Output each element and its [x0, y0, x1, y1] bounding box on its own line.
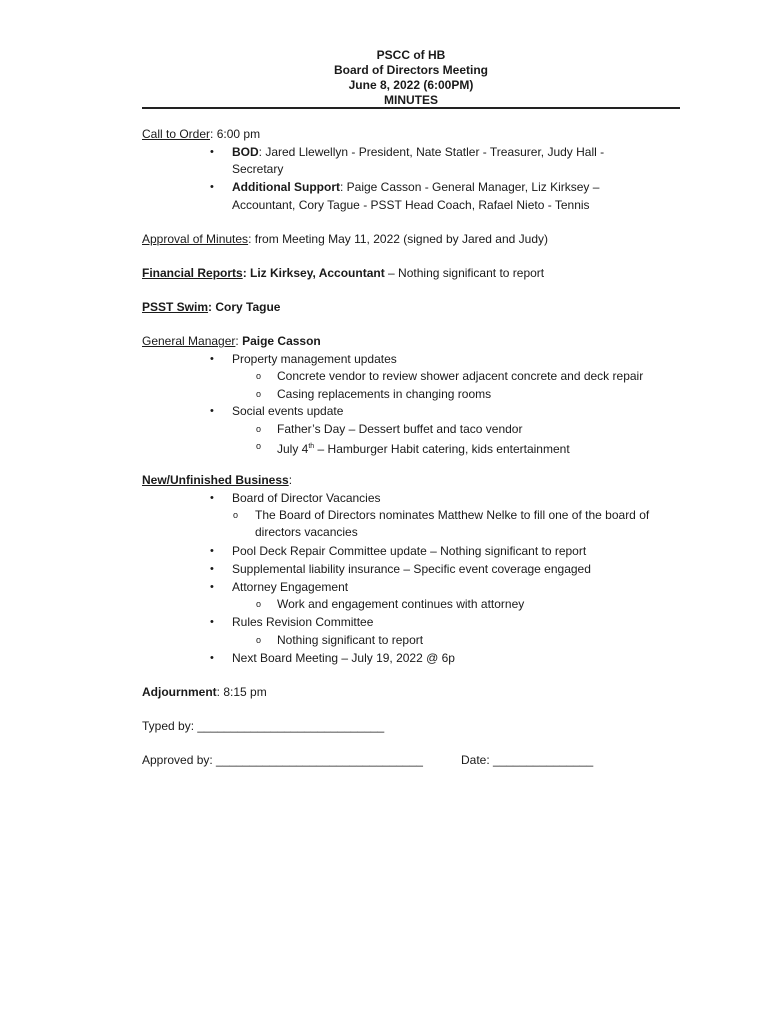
- business-item: Board of Director Vacancies: [232, 491, 381, 505]
- gm-item: Social events update: [232, 404, 344, 418]
- bullet-icon: •: [210, 563, 214, 575]
- adjournment-label: Adjournment: [142, 685, 217, 699]
- approval-label: Approval of Minutes: [142, 232, 249, 246]
- business-subitem: The Board of Directors nominates Matthew Nelke to fill one of the board of: [255, 508, 650, 522]
- circle-bullet-icon: o: [256, 441, 262, 451]
- business-subitem: Work and engagement continues with attorney: [277, 597, 525, 611]
- business-subitem: Nothing significant to report: [277, 633, 424, 647]
- circle-bullet-icon: o: [256, 635, 262, 645]
- bullet-icon: •: [210, 405, 214, 417]
- header-rule: [142, 107, 680, 109]
- gm-who: Paige Casson: [242, 334, 321, 348]
- gm-subitem: Father’s Day – Dessert buffet and taco vendor: [277, 422, 523, 436]
- meeting-title: Board of Directors Meeting: [333, 63, 489, 77]
- bod-line: [232, 145, 604, 160]
- approved-by-line: Approved by: _______________________________: [142, 753, 423, 767]
- bullet-icon: •: [210, 545, 214, 557]
- circle-bullet-icon: o: [256, 371, 262, 381]
- bullet-icon: •: [210, 181, 214, 193]
- business-label: New/Unfinished Business: [142, 473, 289, 487]
- bullet-icon: •: [210, 616, 214, 628]
- swim-label: PSST Swim: [142, 300, 209, 314]
- gm-subitem-post: – Hamburger Habit catering, kids entertainment: [314, 442, 570, 456]
- bullet-icon: •: [210, 353, 214, 365]
- gm-sep: :: [235, 334, 243, 348]
- business-item: Attorney Engagement: [232, 580, 349, 594]
- bod-label: BOD: [232, 145, 259, 159]
- gm-item: Property management updates: [232, 352, 397, 366]
- date-line: Date: _______________: [461, 753, 594, 767]
- business-sep: :: [288, 473, 293, 487]
- circle-bullet-icon: o: [256, 599, 262, 609]
- bullet-icon: •: [210, 492, 214, 504]
- financial-label: Financial Reports: [142, 266, 243, 280]
- financial-who: : Liz Kirksey, Accountant: [242, 266, 385, 280]
- support-text: : Paige Casson - General Manager, Liz Kirksey –: [339, 180, 600, 194]
- org-title: PSCC of HB: [376, 48, 446, 62]
- call-to-order: [142, 127, 260, 142]
- meeting-date: June 8, 2022 (6:00PM): [348, 78, 474, 92]
- support-text-cont: Accountant, Cory Tague - PSST Head Coach, Rafael Nieto - Tennis: [232, 198, 590, 212]
- gm-subitem: [277, 439, 570, 457]
- bullet-icon: •: [210, 146, 214, 158]
- support-line: [232, 180, 599, 195]
- business-subitem-cont: directors vacancies: [255, 525, 358, 539]
- business-item: Next Board Meeting – July 19, 2022 @ 6p: [232, 651, 455, 665]
- business-item: Rules Revision Committee: [232, 615, 374, 629]
- business-item: Supplemental liability insurance – Specific event coverage engaged: [232, 562, 591, 576]
- swim-line: [142, 300, 280, 315]
- financial-line: [142, 266, 544, 281]
- doc-title: MINUTES: [384, 93, 438, 107]
- gm-line: [142, 334, 321, 349]
- financial-text: – Nothing significant to report: [384, 266, 545, 280]
- gm-subitem-sup: th: [308, 443, 315, 450]
- bod-text: : Jared Llewellyn - President, Nate Statler - Treasurer, Judy Hall -: [258, 145, 605, 159]
- call-to-order-value: : 6:00 pm: [210, 127, 261, 141]
- approval-text: : from Meeting May 11, 2022 (signed by Jared and Judy): [248, 232, 548, 246]
- support-label: Additional Support: [232, 180, 340, 194]
- business-item: Pool Deck Repair Committee update – Nothing significant to report: [232, 544, 587, 558]
- bullet-icon: •: [210, 581, 214, 593]
- typed-by-line: Typed by: ____________________________: [142, 719, 385, 733]
- gm-label: General Manager: [142, 334, 236, 348]
- circle-bullet-icon: o: [256, 424, 262, 434]
- call-to-order-label: Call to Order: [142, 127, 211, 141]
- gm-subitem: Concrete vendor to review shower adjacent concrete and deck repair: [277, 369, 644, 383]
- circle-bullet-icon: o: [233, 510, 239, 520]
- adjournment-value: : 8:15 pm: [216, 685, 267, 699]
- circle-bullet-icon: o: [256, 389, 262, 399]
- adjournment-line: [142, 685, 267, 700]
- bod-text-cont: Secretary: [232, 162, 284, 176]
- gm-subitem-pre: July 4: [277, 442, 309, 456]
- approval-line: [142, 232, 548, 247]
- bullet-icon: •: [210, 652, 214, 664]
- gm-subitem: Casing replacements in changing rooms: [277, 387, 492, 401]
- swim-who: : Cory Tague: [208, 300, 281, 314]
- business-line: [142, 473, 292, 488]
